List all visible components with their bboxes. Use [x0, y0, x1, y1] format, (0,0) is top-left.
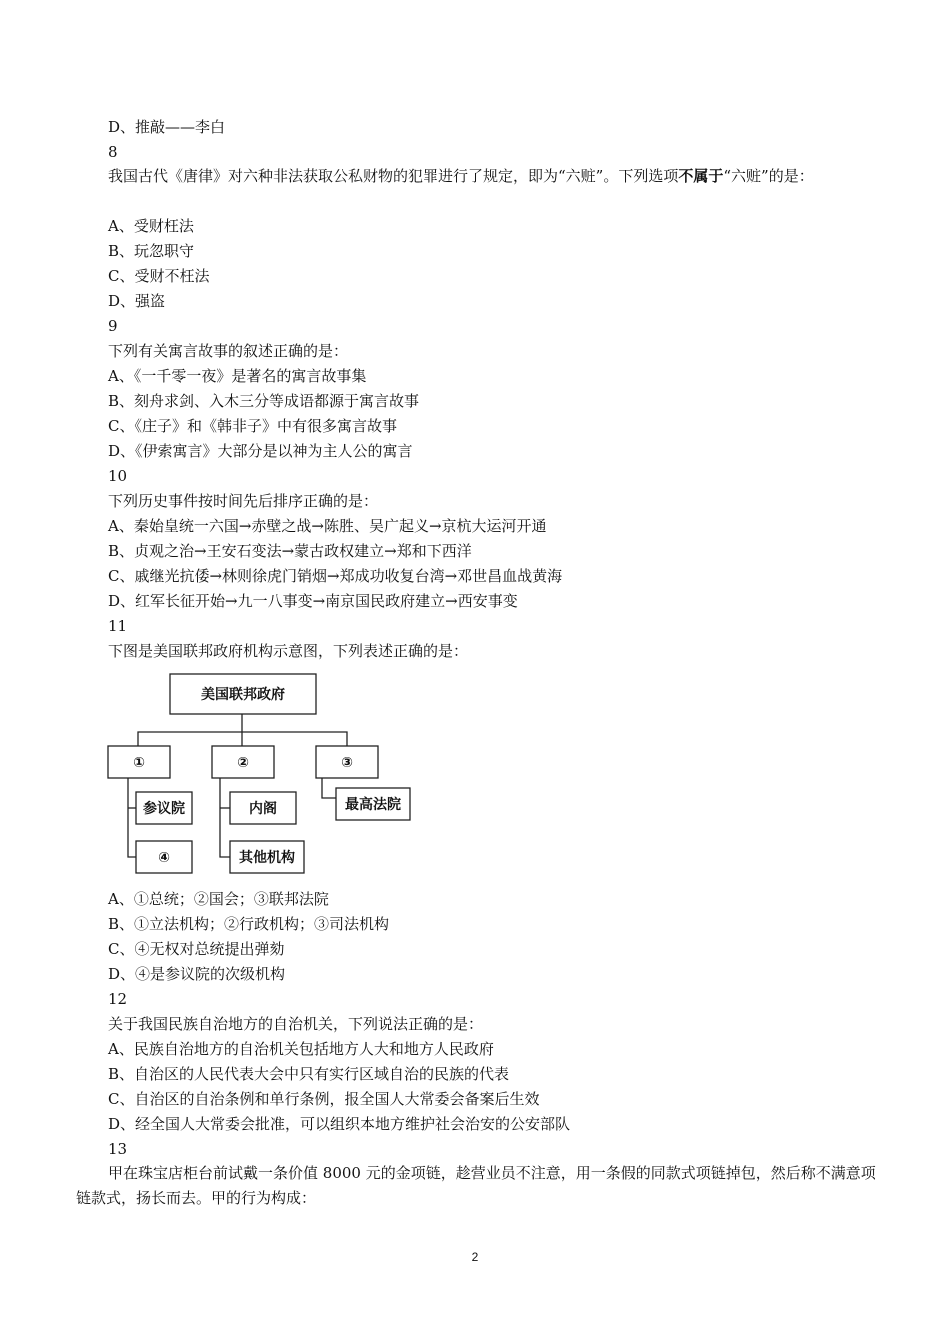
q12-option-a: A、民族自治地方的自治机关包括地方人大和地方人民政府 — [108, 1040, 494, 1058]
node-branch1 — [108, 746, 170, 778]
q11-option-b: B、①立法机构；②行政机构；③司法机构 — [108, 915, 390, 933]
q8-option-c: C、受财不枉法 — [108, 267, 210, 285]
node-root — [170, 674, 316, 714]
node-b2-child1 — [230, 792, 296, 824]
node-branch3 — [316, 746, 378, 778]
connector-b1 — [128, 778, 136, 857]
q8-stem — [76, 164, 876, 189]
node-b2-child1-label: 内阁 — [249, 801, 277, 817]
q11-option-d: D、④是参议院的次级机构 — [108, 965, 286, 983]
node-b2-child2-label: 其他机构 — [239, 850, 295, 866]
us-government-diagram — [100, 668, 440, 880]
connector-b3 — [322, 778, 336, 798]
node-b1-child2-label: ④ — [158, 850, 170, 866]
node-b1-child2 — [136, 841, 192, 873]
node-root-label: 美国联邦政府 — [201, 687, 285, 703]
q11-option-a: A、①总统；②国会；③联邦法院 — [108, 890, 329, 908]
q12-option-b: B、自治区的人民代表大会中只有实行区域自治的民族的代表 — [108, 1065, 510, 1083]
q12-stem: 关于我国民族自治地方的自治机关，下列说法正确的是： — [108, 1015, 484, 1033]
node-branch2 — [212, 746, 274, 778]
q9-stem: 下列有关寓言故事的叙述正确的是： — [108, 342, 349, 360]
node-b3-child1 — [336, 788, 410, 820]
node-b3-child1-label: 最高法院 — [345, 797, 401, 813]
q10-option-d: D、红军长征开始→九一八事变→南京国民政府建立→西安事变 — [108, 592, 518, 610]
q10-stem: 下列历史事件按时间先后排序正确的是： — [108, 492, 379, 510]
page-number: 2 — [471, 1250, 479, 1264]
q8-number: 8 — [108, 143, 118, 161]
q9-option-d: D、《伊索寓言》大部分是以神为主人公的寓言 — [108, 442, 413, 460]
q12-option-c: C、自治区的自治条例和单行条例，报全国人大常委会备案后生效 — [108, 1090, 540, 1108]
node-branch3-label: ③ — [341, 755, 353, 771]
q12-number: 12 — [108, 990, 128, 1008]
q8-stem-after: “六赃”的是： — [723, 167, 814, 185]
q9-option-a: A、《一千零一夜》是著名的寓言故事集 — [108, 367, 367, 385]
node-b2-child2 — [230, 841, 304, 873]
q11-stem: 下图是美国联邦政府机构示意图，下列表述正确的是： — [108, 642, 469, 660]
q11-option-c: C、④无权对总统提出弹劾 — [108, 940, 285, 958]
q11-number: 11 — [108, 617, 128, 635]
connector-b2 — [220, 778, 230, 857]
node-b1-child1-label: 参议院 — [143, 801, 185, 817]
q13-number: 13 — [108, 1140, 128, 1158]
q10-option-c: C、戚继光抗倭→林则徐虎门销烟→郑成功收复台湾→邓世昌血战黄海 — [108, 567, 563, 585]
q10-number: 10 — [108, 467, 128, 485]
node-b1-child1 — [136, 792, 192, 824]
q8-option-d: D、强盗 — [108, 292, 166, 310]
q8-option-a: A、受财枉法 — [108, 217, 194, 235]
q8-stem-before: 我国古代《唐律》对六种非法获取公私财物的犯罪进行了规定，即为“六赃”。下列选项 — [108, 167, 679, 185]
q8-stem-bold: 不属于 — [678, 167, 724, 185]
node-branch2-label: ② — [237, 755, 249, 771]
q10-option-b: B、贞观之治→王安石变法→蒙古政权建立→郑和下西洋 — [108, 542, 472, 560]
q9-option-b: B、刻舟求剑、入木三分等成语都源于寓言故事 — [108, 392, 420, 410]
q9-option-c: C、《庄子》和《韩非子》中有很多寓言故事 — [108, 417, 397, 435]
q12-option-d: D、经全国人大常委会批准，可以组织本地方维护社会治安的公安部队 — [108, 1115, 571, 1133]
q8-option-b: B、玩忽职守 — [108, 242, 195, 260]
node-branch1-label: ① — [133, 755, 145, 771]
q9-number: 9 — [108, 317, 118, 335]
q10-option-a: A、秦始皇统一六国→赤壁之战→陈胜、吴广起义→京杭大运河开通 — [108, 517, 547, 535]
q13-stem: 甲在珠宝店柜台前试戴一条价值 8000 元的金项链，趁营业员不注意，用一条假的同款式项链掉包，然后称不满意项链款式，扬长而去。甲的行为构成： — [76, 1164, 876, 1207]
q7-option-d: D、推敲——李白 — [108, 118, 226, 136]
